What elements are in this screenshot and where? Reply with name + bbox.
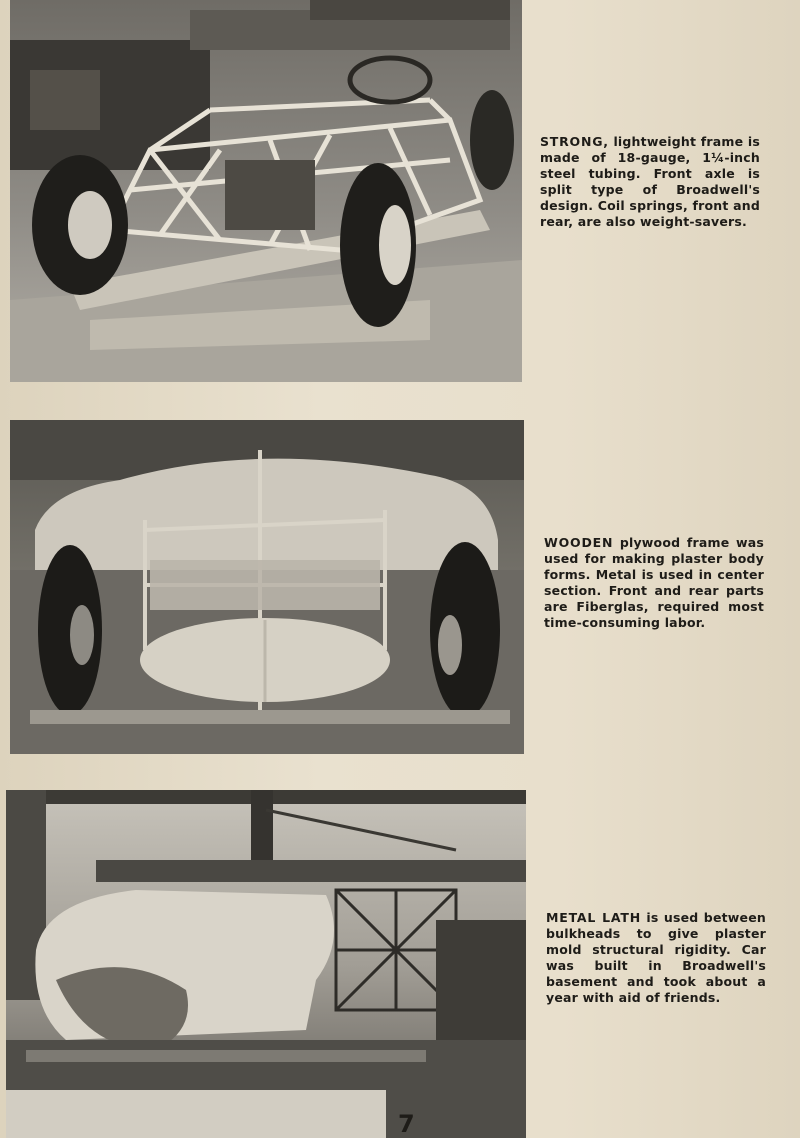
caption-lead: WOODEN [544,535,614,550]
page-number: 7 [398,1110,415,1138]
caption-body: plywood frame was used for making plaster body forms. Metal is used in center section. Front and rear parts are Fiberglas, required most time-consuming labor. [544,535,764,630]
caption-tube-frame [540,134,760,230]
photo-metal-lath-plaster-mold [6,790,526,1138]
caption-metal-lath [546,910,766,1006]
photo-plywood-body-form [10,420,524,754]
photo-tube-frame-chassis [10,0,522,382]
caption-lead: STRONG, [540,134,609,149]
caption-body: lightweight frame is made of 18-gauge, 1¼-inch steel tubing. Front axle is split type of Broadwell's design. Coil springs, front and rear, are also weight-savers. [540,134,760,229]
caption-body: is used between bulkheads to give plaster mold structural rigidity. Car was built in Broadwell's basement and took about a year with aid of friends. [546,910,766,1005]
caption-lead: METAL LATH [546,910,641,925]
caption-plywood-frame [544,535,764,631]
